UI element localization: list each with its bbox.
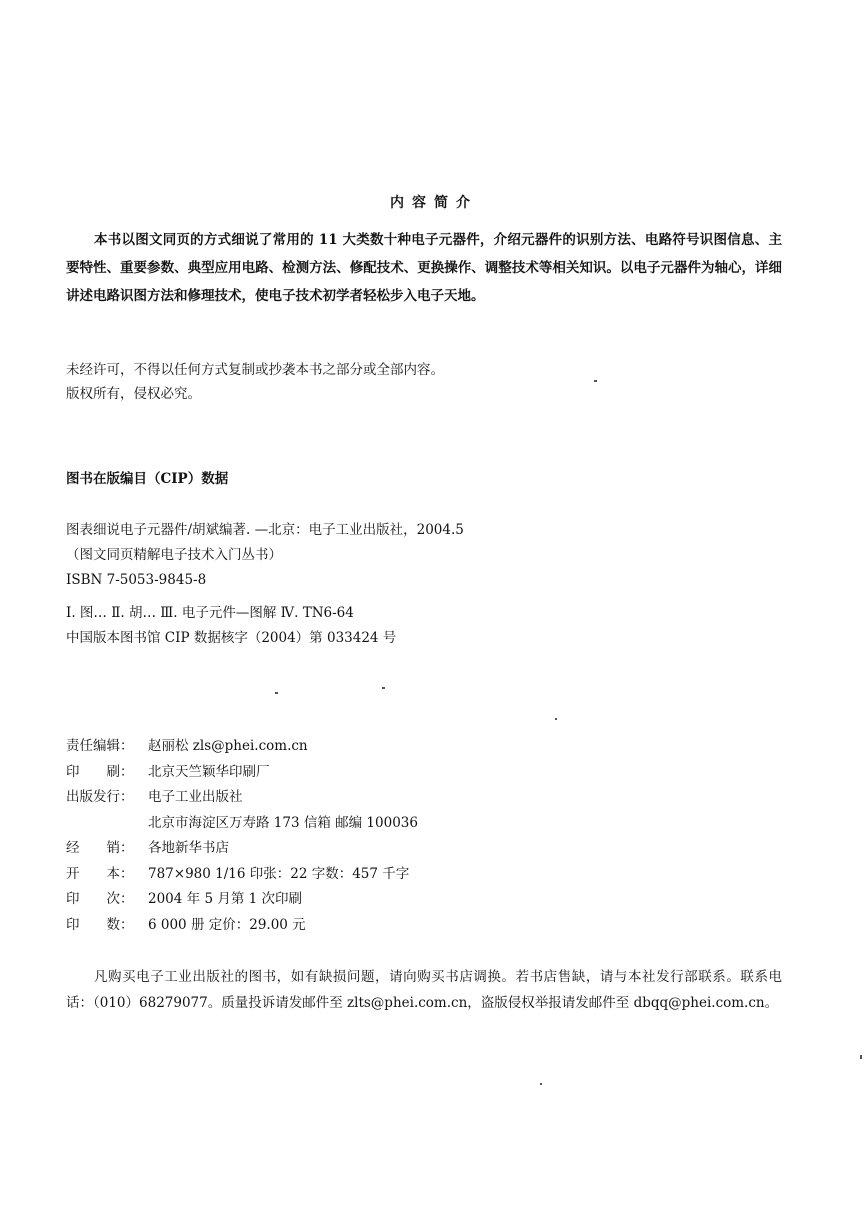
cip-line-5: 中国版本图书馆 CIP 数据核字（2004）第 033424 号 <box>66 630 397 646</box>
scan-speck <box>860 1055 862 1059</box>
editor-row <box>66 734 418 760</box>
distributor-value: 各地新华书店 <box>148 840 229 856</box>
scan-speck <box>382 687 385 689</box>
publisher-label: 出版发行： <box>66 789 134 805</box>
printer-row <box>66 760 418 786</box>
distributor-row <box>66 836 418 862</box>
edition-row <box>66 887 418 913</box>
cip-title: 图书在版编目（CIP）数据 <box>66 471 229 487</box>
copies-row <box>66 913 418 939</box>
printer-label: 印 刷： <box>66 763 134 780</box>
cip-line-4: Ⅰ. 图… Ⅱ. 胡… Ⅲ. 电子元件—图解 Ⅳ. TN6-64 <box>66 605 354 621</box>
edition-value: 2004 年 5 月第 1 次印刷 <box>148 891 302 907</box>
format-value: 787×980 1/16 印张：22 字数：457 千字 <box>148 865 410 882</box>
publisher-value: 电子工业出版社 <box>148 789 243 805</box>
copyright-notice <box>66 358 444 406</box>
address-row <box>66 811 418 837</box>
copies-value: 6 000 册 定价：29.00 元 <box>148 916 306 933</box>
purchase-notice: 凡购买电子工业出版社的图书，如有缺损问题，请向购买书店调换。若书店售缺，请与本社发行部联系。联系电话：（010）68279077。质量投诉请发邮件至 zlts@phei.com.cn，盗版侵权举报请发邮件至 dbqq@phei.com.cn。 <box>66 969 782 1011</box>
copies-label: 印 数： <box>66 916 134 933</box>
copyright-line-1: 未经许可，不得以任何方式复制或抄袭本书之部分或全部内容。 <box>66 362 444 378</box>
editor-label: 责任编辑： <box>66 738 134 754</box>
editor-value: 赵丽松 zls@phei.com.cn <box>148 738 308 754</box>
scan-speck <box>594 380 597 382</box>
publication-details <box>66 734 418 938</box>
printer-value: 北京天竺颖华印刷厂 <box>148 763 270 780</box>
scan-speck <box>555 718 557 720</box>
cip-line-2: （图文同页精解电子技术入门丛书） <box>66 547 282 563</box>
section-heading: 内容简介 <box>390 195 478 211</box>
scan-speck <box>275 692 278 694</box>
cip-line-3: ISBN 7-5053-9845-8 <box>66 572 207 588</box>
scan-speck <box>540 1083 542 1085</box>
format-label: 开 本： <box>66 865 134 882</box>
address-value: 北京市海淀区万寿路 173 信箱 邮编 100036 <box>148 814 418 831</box>
edition-label: 印 次： <box>66 891 134 907</box>
copyright-line-2: 版权所有，侵权必究。 <box>66 386 201 402</box>
distributor-label: 经 销： <box>66 840 134 856</box>
publisher-row <box>66 785 418 811</box>
book-introduction: 本书以图文同页的方式细说了常用的 11 大类数十种电子元器件，介绍元器件的识别方法、电路符号识图信息、主要特性、重要参数、典型应用电路、检测方法、修配技术、更换操作、调整技术等相关知识。以电子元器件为轴心，详细讲述电路识图方法和修理技术，使电子技术初学者轻松步入电子天地。 <box>66 232 782 304</box>
cip-data <box>66 518 464 651</box>
cip-line-1: 图表细说电子元器件/胡斌编著. —北京：电子工业出版社，2004.5 <box>66 522 464 538</box>
format-row <box>66 862 418 888</box>
